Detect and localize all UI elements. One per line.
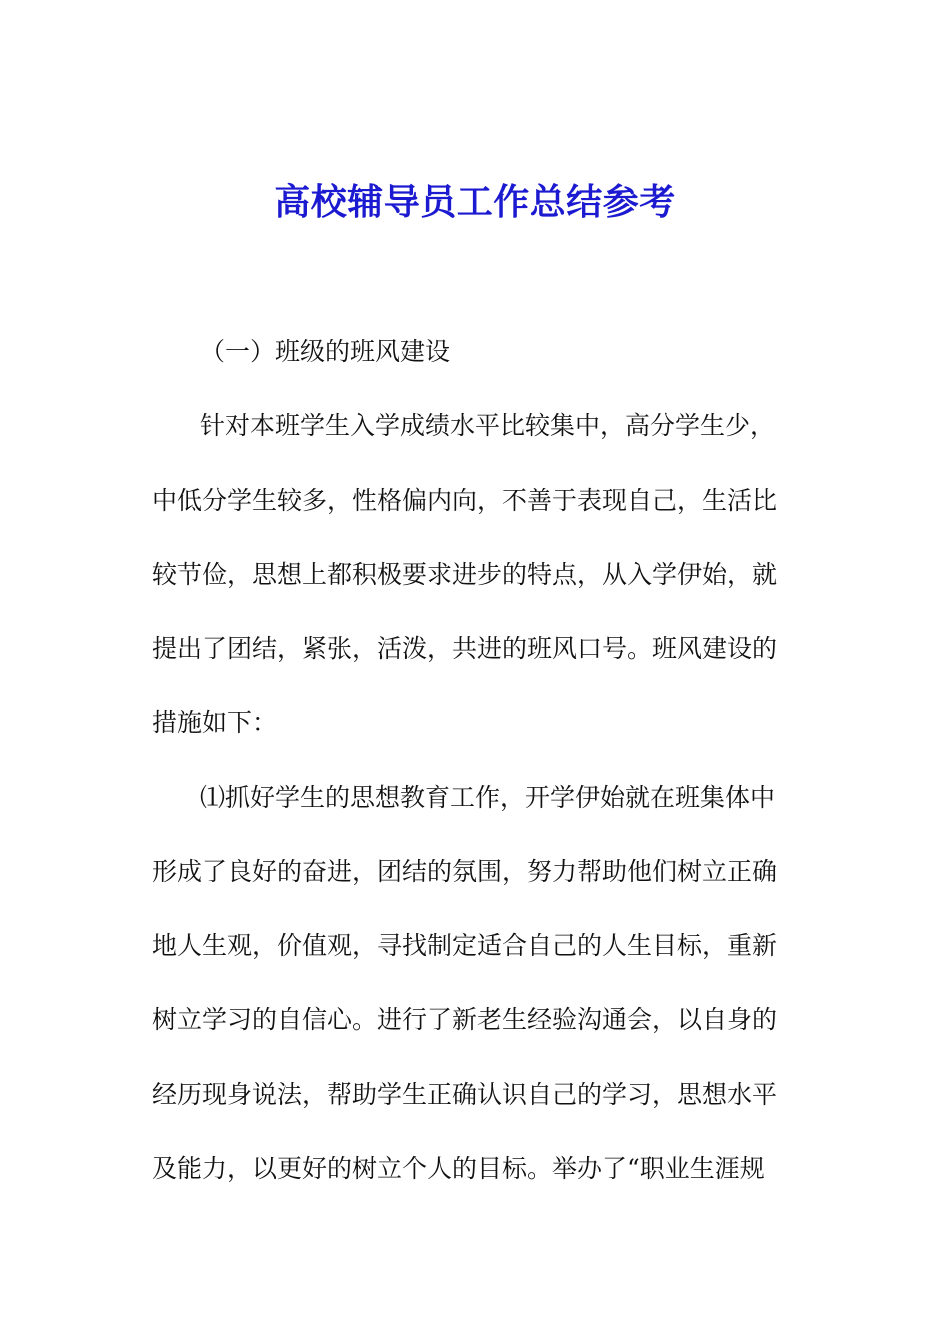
paragraph-line: 形成了良好的奋进，团结的氛围，努力帮助他们树立正确 <box>152 857 778 886</box>
paragraph-line: 中低分学生较多，性格偏内向，不善于表现自己，生活比 <box>152 486 778 515</box>
paragraph-line: ⑴抓好学生的思想教育工作，开学伊始就在班集体中 <box>200 783 776 812</box>
paragraph-line: 经历现身说法，帮助学生正确认识自己的学习，思想水平 <box>152 1080 778 1109</box>
paragraph-line: 树立学习的自信心。进行了新老生经验沟通会，以自身的 <box>152 1005 778 1034</box>
paragraph-line: 地人生观，价值观，寻找制定适合自己的人生目标，重新 <box>152 931 778 960</box>
paragraph-line: 提出了团结，紧张，活泼，共进的班风口号。班风建设的 <box>152 634 778 663</box>
section-heading: （一）班级的班风建设 <box>200 337 451 366</box>
paragraph-line: 较节俭，思想上都积极要求进步的特点，从入学伊始，就 <box>152 560 778 589</box>
paragraph-line: 措施如下： <box>152 708 278 737</box>
paragraph-line: 及能力，以更好的树立个人的目标。举办了“职业生涯规 <box>152 1154 765 1183</box>
paragraph-line: 针对本班学生入学成绩水平比较集中，高分学生少， <box>200 411 776 440</box>
document-title: 高校辅导员工作总结参考 <box>274 182 676 223</box>
